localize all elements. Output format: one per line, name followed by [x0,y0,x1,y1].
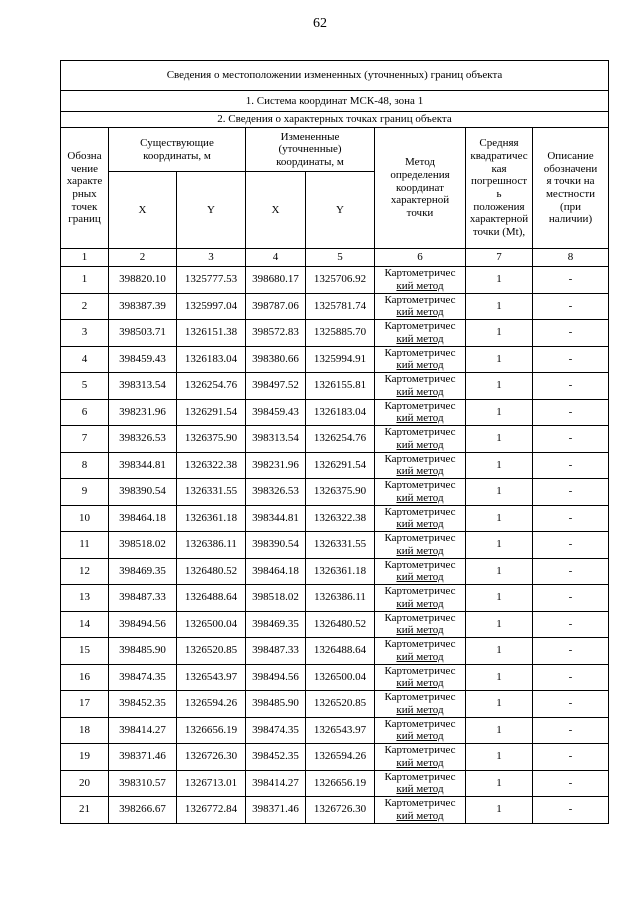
method-text-line2: кий метод [396,332,444,345]
method-text-line2: кий метод [396,385,444,398]
mean-square-error: 1 [466,479,533,506]
method-text-line2: кий метод [396,359,444,372]
existing-x: 398231.96 [109,399,177,426]
method-cell [375,452,466,479]
method-text-line1: Картометричес [384,717,456,730]
method-cell [375,638,466,665]
method-cell [375,691,466,718]
changed-y: 1326500.04 [306,664,375,691]
header-changed-coordinates: Измененные (уточненные) координаты, м [246,128,375,172]
point-number: 2 [61,293,109,320]
mean-square-error: 1 [466,373,533,400]
changed-y: 1326726.30 [306,797,375,824]
mean-square-error: 1 [466,399,533,426]
method-text-line1: Картометричес [384,744,456,757]
table-row [61,505,609,532]
changed-x: 398459.43 [246,399,306,426]
changed-y: 1326331.55 [306,532,375,559]
existing-x: 398469.35 [109,558,177,585]
changed-y: 1326322.38 [306,505,375,532]
method-text-line1: Картометричес [384,426,456,439]
mean-square-error: 1 [466,346,533,373]
point-number: 13 [61,585,109,612]
method-text-line1: Картометричес [384,399,456,412]
header-existing-y: Y [177,172,246,249]
method-cell [375,399,466,426]
existing-x: 398313.54 [109,373,177,400]
point-description: - [533,664,609,691]
table-row [61,558,609,585]
column-number: 7 [466,249,533,267]
changed-x: 398452.35 [246,744,306,771]
existing-x: 398485.90 [109,638,177,665]
point-number: 5 [61,373,109,400]
changed-x: 398326.53 [246,479,306,506]
method-text-line2: кий метод [396,597,444,610]
method-text-line2: кий метод [396,518,444,531]
existing-y: 1326331.55 [177,479,246,506]
changed-x: 398380.66 [246,346,306,373]
mean-square-error: 1 [466,267,533,294]
existing-x: 398474.35 [109,664,177,691]
changed-y: 1326594.26 [306,744,375,771]
mean-square-error: 1 [466,532,533,559]
changed-x: 398414.27 [246,770,306,797]
existing-y: 1325777.53 [177,267,246,294]
point-number: 3 [61,320,109,347]
existing-x: 398820.10 [109,267,177,294]
method-cell [375,293,466,320]
table-row [61,585,609,612]
method-text-line1: Картометричес [384,532,456,545]
changed-x: 398680.17 [246,267,306,294]
mean-square-error: 1 [466,797,533,824]
point-description: - [533,717,609,744]
boundary-points-table [60,60,609,824]
table-row [61,479,609,506]
method-text-line1: Картометричес [384,320,456,333]
existing-y: 1326254.76 [177,373,246,400]
changed-x: 398572.83 [246,320,306,347]
point-number: 6 [61,399,109,426]
point-description: - [533,293,609,320]
existing-y: 1326656.19 [177,717,246,744]
point-number: 15 [61,638,109,665]
changed-x: 398464.18 [246,558,306,585]
existing-y: 1326488.64 [177,585,246,612]
section-title: 2. Сведения о характерных точках границ объекта [61,112,609,128]
column-number: 2 [109,249,177,267]
method-text-line1: Картометричес [384,293,456,306]
point-description: - [533,585,609,612]
existing-y: 1326713.01 [177,770,246,797]
mean-square-error: 1 [466,426,533,453]
point-description: - [533,399,609,426]
table-row [61,267,609,294]
table-row [61,611,609,638]
existing-y: 1326375.90 [177,426,246,453]
existing-y: 1326500.04 [177,611,246,638]
mean-square-error: 1 [466,638,533,665]
method-text-line1: Картометричес [384,505,456,518]
existing-x: 398390.54 [109,479,177,506]
column-numbers-row [61,249,609,267]
point-description: - [533,267,609,294]
point-number: 21 [61,797,109,824]
changed-x: 398474.35 [246,717,306,744]
method-text-line2: кий метод [396,756,444,769]
method-text-line2: кий метод [396,571,444,584]
method-text-line1: Картометричес [384,267,456,280]
method-text-line1: Картометричес [384,691,456,704]
header-changed-y: Y [306,172,375,249]
mean-square-error: 1 [466,293,533,320]
table-row [61,797,609,824]
point-number: 18 [61,717,109,744]
point-number: 11 [61,532,109,559]
point-number: 19 [61,744,109,771]
existing-y: 1326183.04 [177,346,246,373]
existing-y: 1326594.26 [177,691,246,718]
existing-y: 1326386.11 [177,532,246,559]
column-number: 4 [246,249,306,267]
changed-x: 398469.35 [246,611,306,638]
table-row [61,691,609,718]
point-description: - [533,320,609,347]
table-row [61,426,609,453]
point-number: 20 [61,770,109,797]
method-cell [375,532,466,559]
method-text-line1: Картометричес [384,479,456,492]
point-number: 7 [61,426,109,453]
changed-x: 398787.06 [246,293,306,320]
existing-y: 1326291.54 [177,399,246,426]
point-number: 12 [61,558,109,585]
method-cell [375,744,466,771]
method-cell [375,346,466,373]
point-description: - [533,558,609,585]
existing-x: 398518.02 [109,532,177,559]
header-point-label: Обозна чение характе рных точек границ [61,128,109,249]
point-description: - [533,452,609,479]
method-text-line1: Картометричес [384,452,456,465]
table-row [61,532,609,559]
mean-square-error: 1 [466,664,533,691]
method-text-line1: Картометричес [384,611,456,624]
mean-square-error: 1 [466,505,533,532]
method-text-line2: кий метод [396,624,444,637]
table-title: Сведения о местоположении измененных (уточненных) границ объекта [61,61,609,91]
point-description: - [533,638,609,665]
point-description: - [533,479,609,506]
point-number: 9 [61,479,109,506]
point-description: - [533,770,609,797]
changed-y: 1325885.70 [306,320,375,347]
existing-y: 1326520.85 [177,638,246,665]
method-cell [375,267,466,294]
point-description: - [533,611,609,638]
mean-square-error: 1 [466,558,533,585]
point-number: 16 [61,664,109,691]
changed-y: 1326543.97 [306,717,375,744]
existing-x: 398414.27 [109,717,177,744]
method-text-line2: кий метод [396,438,444,451]
method-cell [375,505,466,532]
changed-y: 1326291.54 [306,452,375,479]
method-cell [375,611,466,638]
method-text-line2: кий метод [396,809,444,822]
mean-square-error: 1 [466,691,533,718]
column-number: 1 [61,249,109,267]
existing-y: 1326543.97 [177,664,246,691]
existing-x: 398464.18 [109,505,177,532]
changed-y: 1326361.18 [306,558,375,585]
mean-square-error: 1 [466,611,533,638]
existing-x: 398310.57 [109,770,177,797]
existing-x: 398494.56 [109,611,177,638]
point-description: - [533,505,609,532]
method-text-line2: кий метод [396,306,444,319]
changed-x: 398371.46 [246,797,306,824]
method-text-line2: кий метод [396,783,444,796]
mean-square-error: 1 [466,320,533,347]
method-cell [375,585,466,612]
method-text-line2: кий метод [396,703,444,716]
existing-x: 398487.33 [109,585,177,612]
method-cell [375,320,466,347]
method-text-line1: Картометричес [384,373,456,386]
changed-x: 398313.54 [246,426,306,453]
point-number: 17 [61,691,109,718]
table-row [61,373,609,400]
method-cell [375,717,466,744]
changed-y: 1326520.85 [306,691,375,718]
table-row [61,293,609,320]
column-number: 6 [375,249,466,267]
table-row [61,452,609,479]
method-cell [375,426,466,453]
point-description: - [533,691,609,718]
changed-y: 1325781.74 [306,293,375,320]
coordinate-system: 1. Система координат МСК-48, зона 1 [61,91,609,112]
changed-y: 1325994.91 [306,346,375,373]
header-method: Метод определения координат характерной точки [375,128,466,249]
table-row [61,664,609,691]
existing-x: 398459.43 [109,346,177,373]
method-text-line2: кий метод [396,465,444,478]
existing-x: 398387.39 [109,293,177,320]
existing-y: 1326726.30 [177,744,246,771]
method-text-line1: Картометричес [384,770,456,783]
changed-x: 398487.33 [246,638,306,665]
method-cell [375,373,466,400]
existing-y: 1326772.84 [177,797,246,824]
method-text-line1: Картометричес [384,346,456,359]
existing-x: 398326.53 [109,426,177,453]
point-number: 1 [61,267,109,294]
point-number: 4 [61,346,109,373]
changed-x: 398518.02 [246,585,306,612]
table-row [61,320,609,347]
changed-y: 1326656.19 [306,770,375,797]
changed-y: 1326386.11 [306,585,375,612]
existing-x: 398266.67 [109,797,177,824]
point-description: - [533,797,609,824]
existing-y: 1326361.18 [177,505,246,532]
method-cell [375,770,466,797]
mean-square-error: 1 [466,585,533,612]
existing-x: 398344.81 [109,452,177,479]
existing-x: 398452.35 [109,691,177,718]
method-text-line2: кий метод [396,730,444,743]
header-existing-x: X [109,172,177,249]
changed-x: 398390.54 [246,532,306,559]
column-number: 3 [177,249,246,267]
point-number: 8 [61,452,109,479]
method-text-line1: Картометричес [384,558,456,571]
mean-square-error: 1 [466,770,533,797]
point-description: - [533,346,609,373]
existing-y: 1326322.38 [177,452,246,479]
method-cell [375,479,466,506]
point-number: 14 [61,611,109,638]
changed-y: 1326155.81 [306,373,375,400]
existing-x: 398371.46 [109,744,177,771]
table-row [61,744,609,771]
existing-y: 1326151.38 [177,320,246,347]
mean-square-error: 1 [466,452,533,479]
column-number: 5 [306,249,375,267]
existing-x: 398503.71 [109,320,177,347]
changed-x: 398344.81 [246,505,306,532]
point-description: - [533,426,609,453]
table-row [61,399,609,426]
header-description: Описание обозначени я точки на местности (при наличии) [533,128,609,249]
method-cell [375,664,466,691]
column-number: 8 [533,249,609,267]
header-changed-x: X [246,172,306,249]
method-cell [375,558,466,585]
existing-y: 1325997.04 [177,293,246,320]
header-mean-square-error: Средняя квадратичес кая погрешност ь положения характерной точки (Mt), [466,128,533,249]
method-cell [375,797,466,824]
method-text-line1: Картометричес [384,664,456,677]
header-existing-coordinates: Существующие координаты, м [109,128,246,172]
changed-y: 1326375.90 [306,479,375,506]
table-row [61,346,609,373]
method-text-line2: кий метод [396,412,444,425]
table-row [61,717,609,744]
mean-square-error: 1 [466,744,533,771]
point-description: - [533,373,609,400]
method-text-line2: кий метод [396,677,444,690]
changed-x: 398494.56 [246,664,306,691]
point-description: - [533,532,609,559]
changed-x: 398497.52 [246,373,306,400]
changed-x: 398231.96 [246,452,306,479]
table-row [61,638,609,665]
point-number: 10 [61,505,109,532]
method-text-line2: кий метод [396,544,444,557]
changed-x: 398485.90 [246,691,306,718]
table-row [61,770,609,797]
changed-y: 1326183.04 [306,399,375,426]
point-description: - [533,744,609,771]
changed-y: 1325706.92 [306,267,375,294]
method-text-line1: Картометричес [384,585,456,598]
page-number: 62 [313,16,327,31]
method-text-line2: кий метод [396,279,444,292]
mean-square-error: 1 [466,717,533,744]
method-text-line1: Картометричес [384,797,456,810]
changed-y: 1326480.52 [306,611,375,638]
method-text-line2: кий метод [396,491,444,504]
method-text-line1: Картометричес [384,638,456,651]
existing-y: 1326480.52 [177,558,246,585]
changed-y: 1326488.64 [306,638,375,665]
method-text-line2: кий метод [396,650,444,663]
changed-y: 1326254.76 [306,426,375,453]
